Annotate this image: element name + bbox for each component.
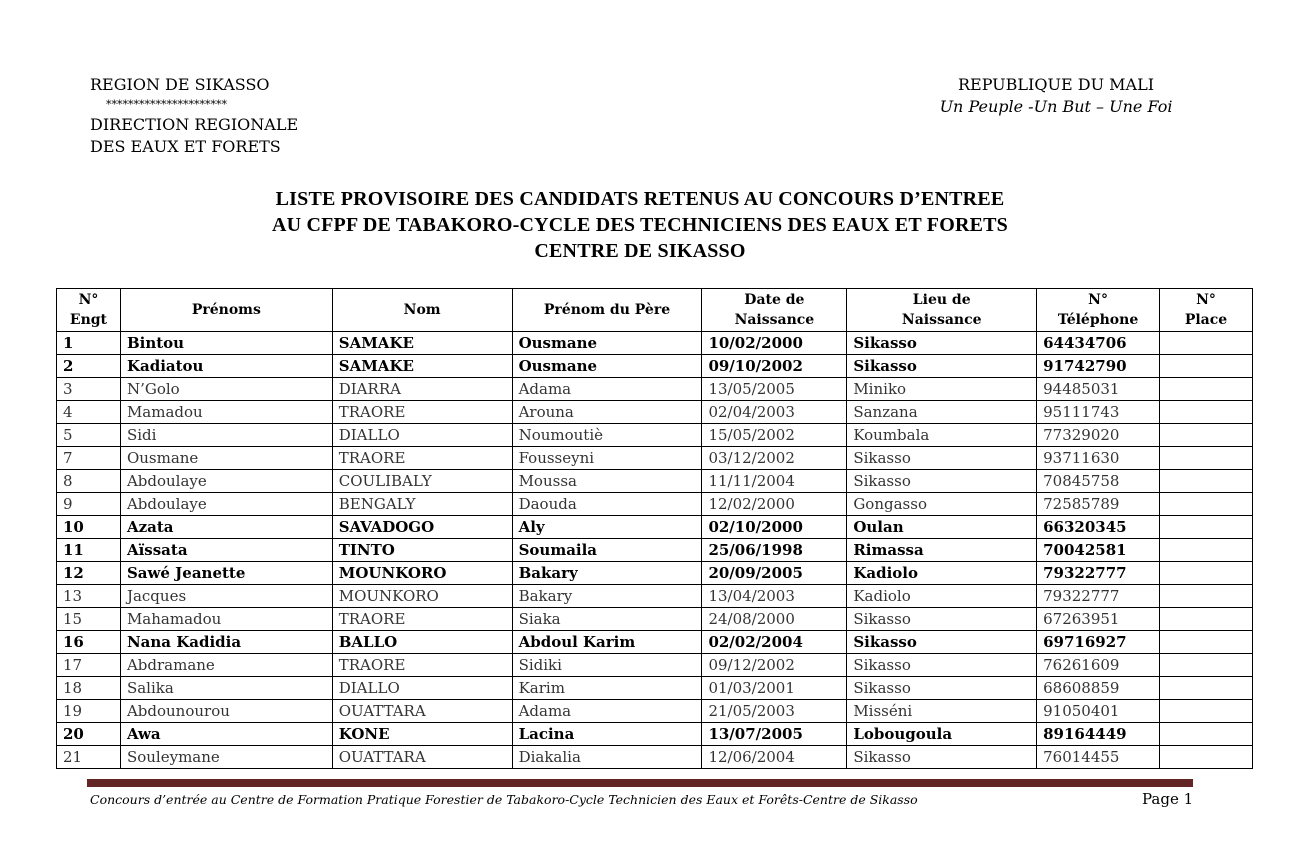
cell-place — [1160, 378, 1253, 401]
cell-lieu-naissance: Sikasso — [847, 654, 1037, 677]
cell-telephone: 70845758 — [1037, 470, 1160, 493]
cell-telephone: 64434706 — [1037, 332, 1160, 355]
footer-divider — [87, 779, 1193, 787]
header-label-line-2: Place — [1184, 312, 1228, 328]
cell-prenom-pere: Karim — [512, 677, 702, 700]
cell-date-naissance: 20/09/2005 — [702, 562, 847, 585]
cell-date-naissance: 11/11/2004 — [702, 470, 847, 493]
header-col-date-naissance — [702, 289, 847, 332]
table-row — [57, 447, 1253, 470]
cell-telephone: 68608859 — [1037, 677, 1160, 700]
cell-telephone: 91050401 — [1037, 700, 1160, 723]
table-row — [57, 493, 1253, 516]
cell-place — [1160, 355, 1253, 378]
header-label-line-1: Prénoms — [191, 302, 261, 318]
cell-prenoms: Abdoulaye — [120, 493, 332, 516]
cell-prenoms: Awa — [120, 723, 332, 746]
table-row — [57, 424, 1253, 447]
title-line-3: CENTRE DE SIKASSO — [534, 240, 746, 262]
header-col-num-engt — [57, 289, 121, 332]
cell-telephone: 77329020 — [1037, 424, 1160, 447]
cell-prenom-pere: Arouna — [512, 401, 702, 424]
cell-nom: SAMAKE — [332, 332, 512, 355]
cell-lieu-naissance: Misséni — [847, 700, 1037, 723]
cell-prenom-pere: Bakary — [512, 562, 702, 585]
cell-prenoms: Jacques — [120, 585, 332, 608]
cell-date-naissance: 12/02/2000 — [702, 493, 847, 516]
cell-telephone: 72585789 — [1037, 493, 1160, 516]
cell-prenom-pere: Moussa — [512, 470, 702, 493]
separator-stars: ********************** — [106, 98, 227, 111]
cell-nom: DIALLO — [332, 677, 512, 700]
cell-place — [1160, 562, 1253, 585]
cell-prenom-pere: Soumaila — [512, 539, 702, 562]
cell-nom: SAVADOGO — [332, 516, 512, 539]
cell-telephone: 67263951 — [1037, 608, 1160, 631]
table-row — [57, 608, 1253, 631]
cell-prenom-pere: Adama — [512, 378, 702, 401]
cell-num: 16 — [57, 631, 121, 654]
header-col-lieu-naissance — [847, 289, 1037, 332]
footer-text: Concours d’entrée au Centre de Formation Pratique Forestier de Tabakoro-Cycle Technicien des Eaux et Forêts-Centre de Sikasso — [90, 792, 918, 807]
cell-place — [1160, 585, 1253, 608]
cell-lieu-naissance: Sikasso — [847, 332, 1037, 355]
header-col-prenoms — [120, 289, 332, 332]
table-row — [57, 332, 1253, 355]
cell-prenom-pere: Abdoul Karim — [512, 631, 702, 654]
table-row — [57, 700, 1253, 723]
cell-prenoms: Abdounourou — [120, 700, 332, 723]
cell-lieu-naissance: Miniko — [847, 378, 1037, 401]
cell-prenoms: Salika — [120, 677, 332, 700]
cell-date-naissance: 13/05/2005 — [702, 378, 847, 401]
cell-num: 18 — [57, 677, 121, 700]
cell-nom: TRAORE — [332, 401, 512, 424]
table-row — [57, 723, 1253, 746]
page-number: Page 1 — [1142, 790, 1194, 808]
header-label-line-2: Engt — [69, 312, 108, 328]
cell-prenoms: Nana Kadidia — [120, 631, 332, 654]
header-left — [90, 74, 298, 158]
cell-lieu-naissance: Kadiolo — [847, 585, 1037, 608]
cell-prenoms: Mahamadou — [120, 608, 332, 631]
cell-prenoms: Ousmane — [120, 447, 332, 470]
cell-prenoms: Kadiatou — [120, 355, 332, 378]
cell-telephone: 94485031 — [1037, 378, 1160, 401]
table-row — [57, 355, 1253, 378]
cell-lieu-naissance: Sanzana — [847, 401, 1037, 424]
table-row — [57, 378, 1253, 401]
header-col-place — [1160, 289, 1253, 332]
cell-num: 9 — [57, 493, 121, 516]
cell-nom: BALLO — [332, 631, 512, 654]
cell-telephone: 93711630 — [1037, 447, 1160, 470]
cell-lieu-naissance: Koumbala — [847, 424, 1037, 447]
cell-place — [1160, 332, 1253, 355]
cell-prenoms: Mamadou — [120, 401, 332, 424]
cell-num: 15 — [57, 608, 121, 631]
cell-telephone: 76014455 — [1037, 746, 1160, 769]
direction-line-2: DES EAUX ET FORETS — [90, 137, 281, 156]
cell-place — [1160, 700, 1253, 723]
table-row — [57, 562, 1253, 585]
cell-num: 12 — [57, 562, 121, 585]
header-label-line-2: Naissance — [734, 312, 815, 328]
cell-lieu-naissance: Kadiolo — [847, 562, 1037, 585]
country-name: REPUBLIQUE DU MALI — [957, 75, 1155, 94]
cell-nom: MOUNKORO — [332, 562, 512, 585]
cell-nom: MOUNKORO — [332, 585, 512, 608]
cell-prenoms: Bintou — [120, 332, 332, 355]
cell-place — [1160, 631, 1253, 654]
table-row — [57, 470, 1253, 493]
cell-num: 10 — [57, 516, 121, 539]
cell-date-naissance: 03/12/2002 — [702, 447, 847, 470]
cell-lieu-naissance: Sikasso — [847, 746, 1037, 769]
header-label-line-2: Téléphone — [1057, 312, 1139, 328]
table-row — [57, 677, 1253, 700]
cell-place — [1160, 470, 1253, 493]
cell-place — [1160, 677, 1253, 700]
cell-date-naissance: 02/02/2004 — [702, 631, 847, 654]
cell-prenoms: Aïssata — [120, 539, 332, 562]
cell-place — [1160, 424, 1253, 447]
cell-prenoms: Azata — [120, 516, 332, 539]
cell-date-naissance: 10/02/2000 — [702, 332, 847, 355]
cell-prenom-pere: Ousmane — [512, 355, 702, 378]
cell-prenom-pere: Noumoutiè — [512, 424, 702, 447]
cell-date-naissance: 02/10/2000 — [702, 516, 847, 539]
cell-lieu-naissance: Sikasso — [847, 631, 1037, 654]
cell-num: 20 — [57, 723, 121, 746]
cell-prenom-pere: Daouda — [512, 493, 702, 516]
cell-nom: TINTO — [332, 539, 512, 562]
table-row — [57, 401, 1253, 424]
title-line-1: LISTE PROVISOIRE DES CANDIDATS RETENUS AU CONCOURS D’ENTREE — [275, 188, 1005, 210]
table-body — [57, 332, 1253, 769]
cell-place — [1160, 493, 1253, 516]
cell-telephone: 70042581 — [1037, 539, 1160, 562]
header-col-telephone — [1037, 289, 1160, 332]
header-label-line-1: Nom — [403, 302, 441, 318]
cell-place — [1160, 447, 1253, 470]
cell-num: 19 — [57, 700, 121, 723]
cell-prenom-pere: Ousmane — [512, 332, 702, 355]
cell-place — [1160, 608, 1253, 631]
table-header-row — [57, 289, 1253, 332]
cell-prenom-pere: Sidiki — [512, 654, 702, 677]
cell-num: 11 — [57, 539, 121, 562]
cell-prenom-pere: Fousseyni — [512, 447, 702, 470]
cell-telephone: 89164449 — [1037, 723, 1160, 746]
cell-telephone: 69716927 — [1037, 631, 1160, 654]
cell-prenom-pere: Bakary — [512, 585, 702, 608]
cell-place — [1160, 516, 1253, 539]
table-row — [57, 631, 1253, 654]
cell-prenoms: Sawé Jeanette — [120, 562, 332, 585]
cell-place — [1160, 539, 1253, 562]
header-label-line-1: N° — [1088, 292, 1108, 308]
table-row — [57, 746, 1253, 769]
cell-nom: OUATTARA — [332, 746, 512, 769]
direction-line-1: DIRECTION REGIONALE — [90, 115, 299, 134]
cell-prenoms: Abdoulaye — [120, 470, 332, 493]
cell-num: 2 — [57, 355, 121, 378]
cell-date-naissance: 21/05/2003 — [702, 700, 847, 723]
cell-num: 4 — [57, 401, 121, 424]
cell-place — [1160, 746, 1253, 769]
table-row — [57, 654, 1253, 677]
region-name: REGION DE SIKASSO — [90, 75, 270, 94]
cell-date-naissance: 25/06/1998 — [702, 539, 847, 562]
cell-telephone: 95111743 — [1037, 401, 1160, 424]
cell-telephone: 79322777 — [1037, 562, 1160, 585]
cell-prenoms: N’Golo — [120, 378, 332, 401]
cell-date-naissance: 09/10/2002 — [702, 355, 847, 378]
cell-num: 5 — [57, 424, 121, 447]
cell-place — [1160, 401, 1253, 424]
cell-date-naissance: 12/06/2004 — [702, 746, 847, 769]
header-col-nom — [332, 289, 512, 332]
cell-num: 7 — [57, 447, 121, 470]
header-label-line-1: Date de — [744, 292, 805, 308]
cell-telephone: 66320345 — [1037, 516, 1160, 539]
cell-nom: OUATTARA — [332, 700, 512, 723]
cell-lieu-naissance: Sikasso — [847, 470, 1037, 493]
cell-prenoms: Souleymane — [120, 746, 332, 769]
header-label-line-1: N° — [1196, 292, 1216, 308]
cell-telephone: 91742790 — [1037, 355, 1160, 378]
cell-date-naissance: 09/12/2002 — [702, 654, 847, 677]
table-row — [57, 516, 1253, 539]
cell-nom: DIALLO — [332, 424, 512, 447]
cell-nom: DIARRA — [332, 378, 512, 401]
cell-num: 1 — [57, 332, 121, 355]
cell-date-naissance: 01/03/2001 — [702, 677, 847, 700]
header-label-line-2: Naissance — [901, 312, 982, 328]
cell-place — [1160, 654, 1253, 677]
cell-date-naissance: 02/04/2003 — [702, 401, 847, 424]
header-label-line-1: Prénom du Père — [543, 302, 671, 318]
header-col-prenom-pere — [512, 289, 702, 332]
cell-prenom-pere: Siaka — [512, 608, 702, 631]
header-right — [900, 74, 1212, 118]
table-row — [57, 539, 1253, 562]
cell-num: 3 — [57, 378, 121, 401]
cell-date-naissance: 13/04/2003 — [702, 585, 847, 608]
cell-lieu-naissance: Sikasso — [847, 608, 1037, 631]
cell-nom: COULIBALY — [332, 470, 512, 493]
cell-date-naissance: 13/07/2005 — [702, 723, 847, 746]
cell-date-naissance: 15/05/2002 — [702, 424, 847, 447]
cell-prenoms: Sidi — [120, 424, 332, 447]
cell-num: 13 — [57, 585, 121, 608]
cell-prenoms: Abdramane — [120, 654, 332, 677]
cell-nom: SAMAKE — [332, 355, 512, 378]
cell-lieu-naissance: Oulan — [847, 516, 1037, 539]
cell-prenom-pere: Diakalia — [512, 746, 702, 769]
cell-lieu-naissance: Lobougoula — [847, 723, 1037, 746]
cell-num: 21 — [57, 746, 121, 769]
cell-lieu-naissance: Sikasso — [847, 677, 1037, 700]
cell-num: 17 — [57, 654, 121, 677]
cell-nom: KONE — [332, 723, 512, 746]
candidates-table — [56, 288, 1253, 769]
cell-prenom-pere: Lacina — [512, 723, 702, 746]
title-line-2: AU CFPF DE TABAKORO-CYCLE DES TECHNICIENS DES EAUX ET FORETS — [271, 214, 1009, 236]
national-motto: Un Peuple -Un But – Une Foi — [939, 97, 1173, 116]
header-label-line-1: Lieu de — [912, 292, 971, 308]
cell-nom: TRAORE — [332, 608, 512, 631]
cell-lieu-naissance: Gongasso — [847, 493, 1037, 516]
table-row — [57, 585, 1253, 608]
cell-nom: TRAORE — [332, 654, 512, 677]
document-title — [0, 186, 1280, 264]
cell-nom: BENGALY — [332, 493, 512, 516]
cell-place — [1160, 723, 1253, 746]
cell-nom: TRAORE — [332, 447, 512, 470]
cell-lieu-naissance: Sikasso — [847, 447, 1037, 470]
cell-lieu-naissance: Sikasso — [847, 355, 1037, 378]
cell-prenom-pere: Aly — [512, 516, 702, 539]
cell-telephone: 79322777 — [1037, 585, 1160, 608]
cell-lieu-naissance: Rimassa — [847, 539, 1037, 562]
cell-date-naissance: 24/08/2000 — [702, 608, 847, 631]
header-label-line-1: N° — [78, 292, 99, 308]
cell-prenom-pere: Adama — [512, 700, 702, 723]
cell-telephone: 76261609 — [1037, 654, 1160, 677]
cell-num: 8 — [57, 470, 121, 493]
